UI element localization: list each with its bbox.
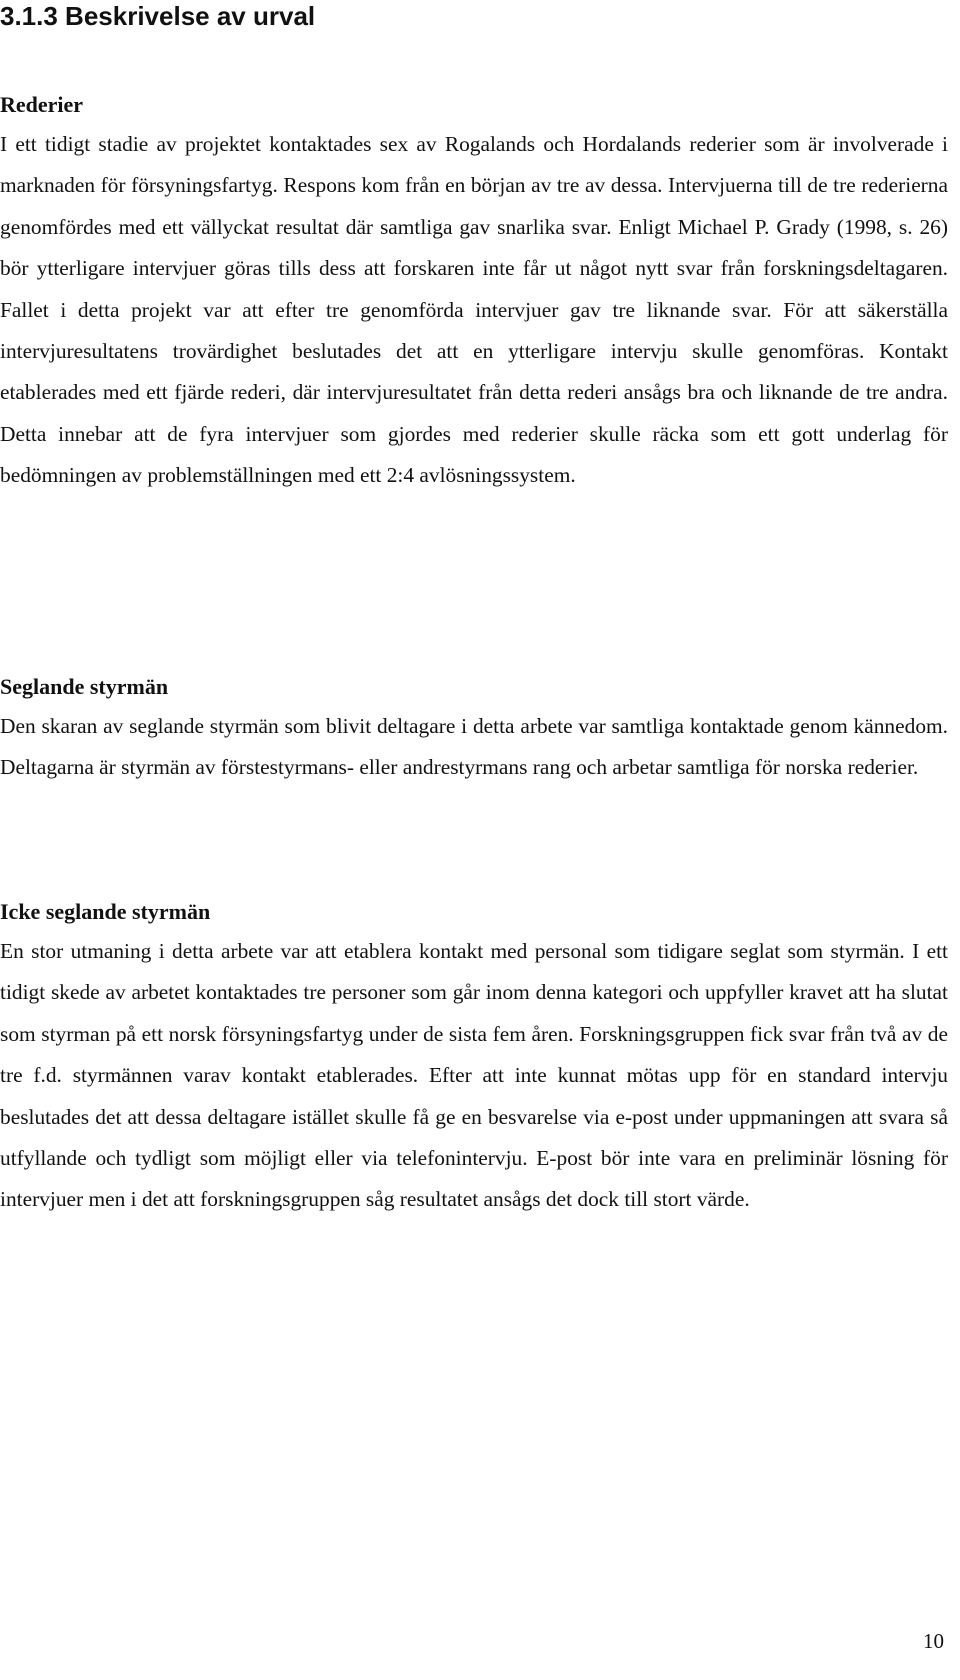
section-title: 3.1.3 Beskrivelse av urval bbox=[0, 1, 316, 31]
subsection-paragraph: En stor utmaning i detta arbete var att etablera kontakt med personal som tidigare seglat som styrmän. I ett tidigt skede av arbetet kontaktades tre personer som går inom denna kategori och uppfyller kravet att ha slutat som styrman på ett norsk försyningsfartyg under de sista fem åren. Forskningsgruppen fick svar från två av de tre f.d. styrmännen varav kontakt etablerades. Efter att inte kunnat mötas upp för en standard intervju beslutades det att dessa deltagare istället skulle få ge en besvarelse via e-post under uppmaningen att svara så utfyllande och tydligt som möjligt eller via telefonintervju. E-post bör inte vara en preliminär lösning för intervjuer men i det att forskningsgruppen såg resultatet ansågs det dock till stort värde. bbox=[0, 939, 948, 1212]
subsection-heading: Seglande styrmän bbox=[0, 674, 169, 699]
subsection-icke-seglande-styrman bbox=[0, 895, 948, 1221]
subsection-seglande-styrman bbox=[0, 670, 948, 789]
page-number: 10 bbox=[923, 1629, 944, 1653]
subsection-heading: Rederier bbox=[0, 92, 84, 117]
subsection-paragraph: Den skaran av seglande styrmän som blivit deltagare i detta arbete var samtliga kontaktade genom kännedom. Deltagarna är styrmän av förstestyrmans- eller andrestyrmans rang och arbetar samtliga för norska rederier. bbox=[0, 714, 948, 780]
subsection-rederier bbox=[0, 88, 948, 497]
subsection-heading: Icke seglande styrmän bbox=[0, 899, 211, 924]
subsection-paragraph: I ett tidigt stadie av projektet kontaktades sex av Rogalands och Hordalands rederier som är involverade i marknaden för försyningsfartyg. Respons kom från en början av tre av dessa. Intervjuerna till de tre rederierna genomfördes med ett vällyckat resultat där samtliga gav snarlika svar. Enligt Michael P. Grady (1998, s. 26) bör ytterligare intervjuer göras tills dess att forskaren inte får ut något nytt svar från forskningsdeltagaren. Fallet i detta projekt var att efter tre genomförda intervjuer gav tre liknande svar. För att säkerställa intervjuresultatens trovärdighet beslutades det att en ytterligare intervju skulle genomföras. Kontakt etablerades med ett fjärde rederi, där intervjuresultatet från detta rederi ansågs bra och liknande de tre andra. Detta innebar att de fyra intervjuer som gjordes med rederier skulle räcka som ett gott underlag för bedömningen av problemställningen med ett 2:4 avlösningssystem. bbox=[0, 132, 948, 488]
